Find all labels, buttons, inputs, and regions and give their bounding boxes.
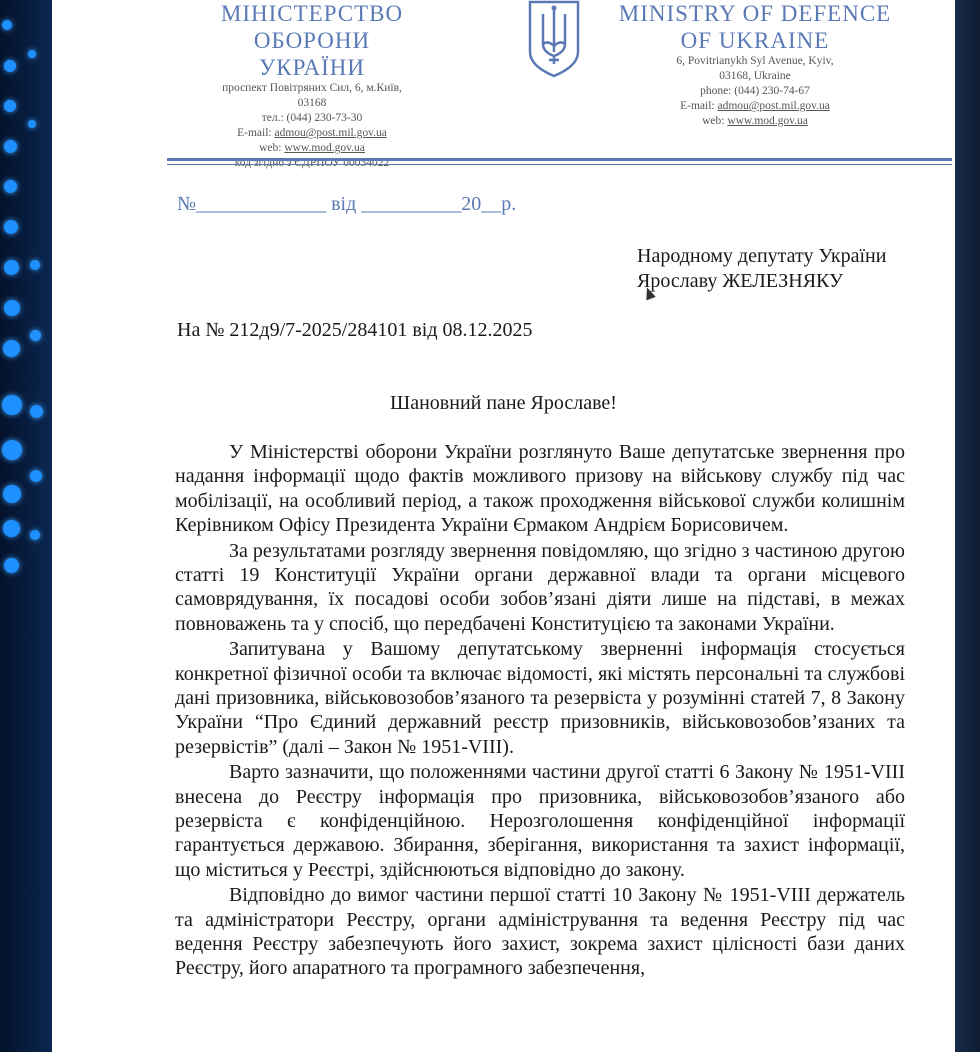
web-ua-row	[162, 141, 462, 156]
decor-dot	[4, 60, 16, 72]
decor-dot	[4, 180, 17, 193]
reference-number: На № 212д9/7-2025/284101 від 08.12.2025	[177, 319, 533, 341]
letter-body	[175, 440, 905, 982]
decor-dot	[30, 470, 42, 482]
addressee-line2: Ярославу ЖЕЛЕЗНЯКУ	[637, 270, 844, 292]
decor-dot	[4, 100, 16, 112]
web-ua-link[interactable]: www.mod.gov.ua	[284, 142, 365, 154]
decor-dot	[28, 50, 36, 58]
decor-dot	[30, 260, 40, 270]
decor-dot	[4, 260, 19, 275]
decor-dot	[3, 340, 20, 357]
address-en-line1: 6, Povitrianykh Syl Avenue, Kyiv,	[676, 55, 834, 67]
email-ua-label: E-mail:	[237, 127, 275, 139]
letter-page	[52, 0, 955, 1052]
address-ua-line2: 03168	[297, 97, 327, 109]
header-ukrainian	[162, 0, 462, 171]
email-ua-link[interactable]: admou@post.mil.gov.ua	[274, 127, 387, 139]
web-en-link[interactable]: www.mod.gov.ua	[727, 115, 808, 127]
ministry-name-ua-line2: УКРАЇНИ	[259, 55, 365, 80]
ministry-name-ua-line1: МІНІСТЕРСТВО ОБОРОНИ	[220, 1, 404, 53]
addressee-line1: Народному депутату України	[637, 245, 887, 267]
email-ua-row	[162, 126, 462, 141]
trident-emblem-icon	[526, 0, 582, 78]
greeting: Шановний пане Ярославе!	[390, 392, 617, 414]
body-paragraph: У Міністерстві оборони України розглянуто Ваше депутатське звернення про надання інформації щодо фактів можливого призову на військову службу під час мобілізації, на особливий період, а також проходження військової служби колишнім Керівником Офісу Президента України Єрмаком Андрієм Борисовичем.	[175, 441, 905, 536]
decor-dot	[3, 485, 21, 503]
web-en-label: web:	[702, 115, 728, 127]
edrpou-code: код згідно з ЄДРПОУ 00034022	[234, 157, 390, 169]
decor-dot	[4, 300, 20, 316]
decor-dot	[30, 405, 43, 418]
body-paragraph: Варто зазначити, що положеннями частини другої статті 6 Закону № 1951-VIII внесена до Реєстру інформація про призовника, військовозобов’язаного або резервіста є конфіденційною. Нерозголошення конфіденційної інформації гарантується державою. Збирання, зберігання, використання та захист інформації, що міститься у Реєстрі, здійснюються відповідно до закону.	[175, 761, 905, 881]
body-paragraph: Відповідно до вимог частини першої статті 10 Закону № 1951-VIII держатель та адміністратори Реєстру, органи адміністрування та ведення Реєстру під час ведення Реєстру забезпечують його захист, зокрема захист цілісності бази даних Реєстру, його апаратного та програмного забезпечення,	[175, 884, 905, 980]
decor-dot	[30, 530, 40, 540]
decor-dot	[4, 558, 19, 573]
email-en-link[interactable]: admou@post.mil.gov.ua	[717, 100, 830, 112]
body-paragraph: За результатами розгляду звернення повідомляю, що згідно з частиною другою статті 19 Конституції України органи державної влади та органи місцевого самоврядування, їх посадові особи зобов’язані діяти лише на підставі, в межах повноважень та у спосіб, що передбачені Конституцією та законами України.	[175, 539, 905, 635]
decor-dot	[3, 520, 20, 537]
web-en-row	[600, 114, 910, 129]
decor-dot	[28, 120, 36, 128]
header-divider-thick	[167, 158, 952, 161]
decor-dot	[2, 20, 12, 30]
decor-dot	[2, 395, 22, 415]
decor-dot	[4, 140, 17, 153]
addressee-block	[637, 244, 886, 294]
ministry-name-en-line2: OF UKRAINE	[680, 28, 830, 53]
ministry-name-en-line1: MINISTRY OF DEFENCE	[618, 1, 892, 26]
email-en-label: E-mail:	[680, 100, 718, 112]
decor-dot	[30, 330, 41, 341]
body-paragraph: Запитувана у Вашому депутатському зверненні інформація стосується конкретної фізичної особи та включає відомості, які містять персональні та службові дані призовника, військовозобов’язаного та резервіста у розумінні статей 7, 8 Закону України “Про Єдиний державний реєстр призовників, військовозобов’язаних та резервістів” (далі – Закон № 1951-VIII).	[175, 638, 905, 758]
email-en-row	[600, 99, 910, 114]
decor-dot	[4, 220, 18, 234]
address-en-line2: 03168, Ukraine	[719, 70, 791, 82]
header-english	[600, 0, 910, 129]
address-ua-line1: проспект Повітряних Сил, 6, м.Київ,	[222, 82, 402, 94]
web-ua-label: web:	[259, 142, 285, 154]
registration-number-line: №_____________ від __________20__р.	[177, 193, 517, 215]
phone-en: phone: (044) 230-74-67	[700, 85, 810, 97]
background-left-panel	[0, 0, 60, 1052]
header-divider-thin	[167, 164, 952, 165]
decor-dot	[2, 440, 22, 460]
phone-ua: тел.: (044) 230-73-30	[261, 112, 363, 124]
